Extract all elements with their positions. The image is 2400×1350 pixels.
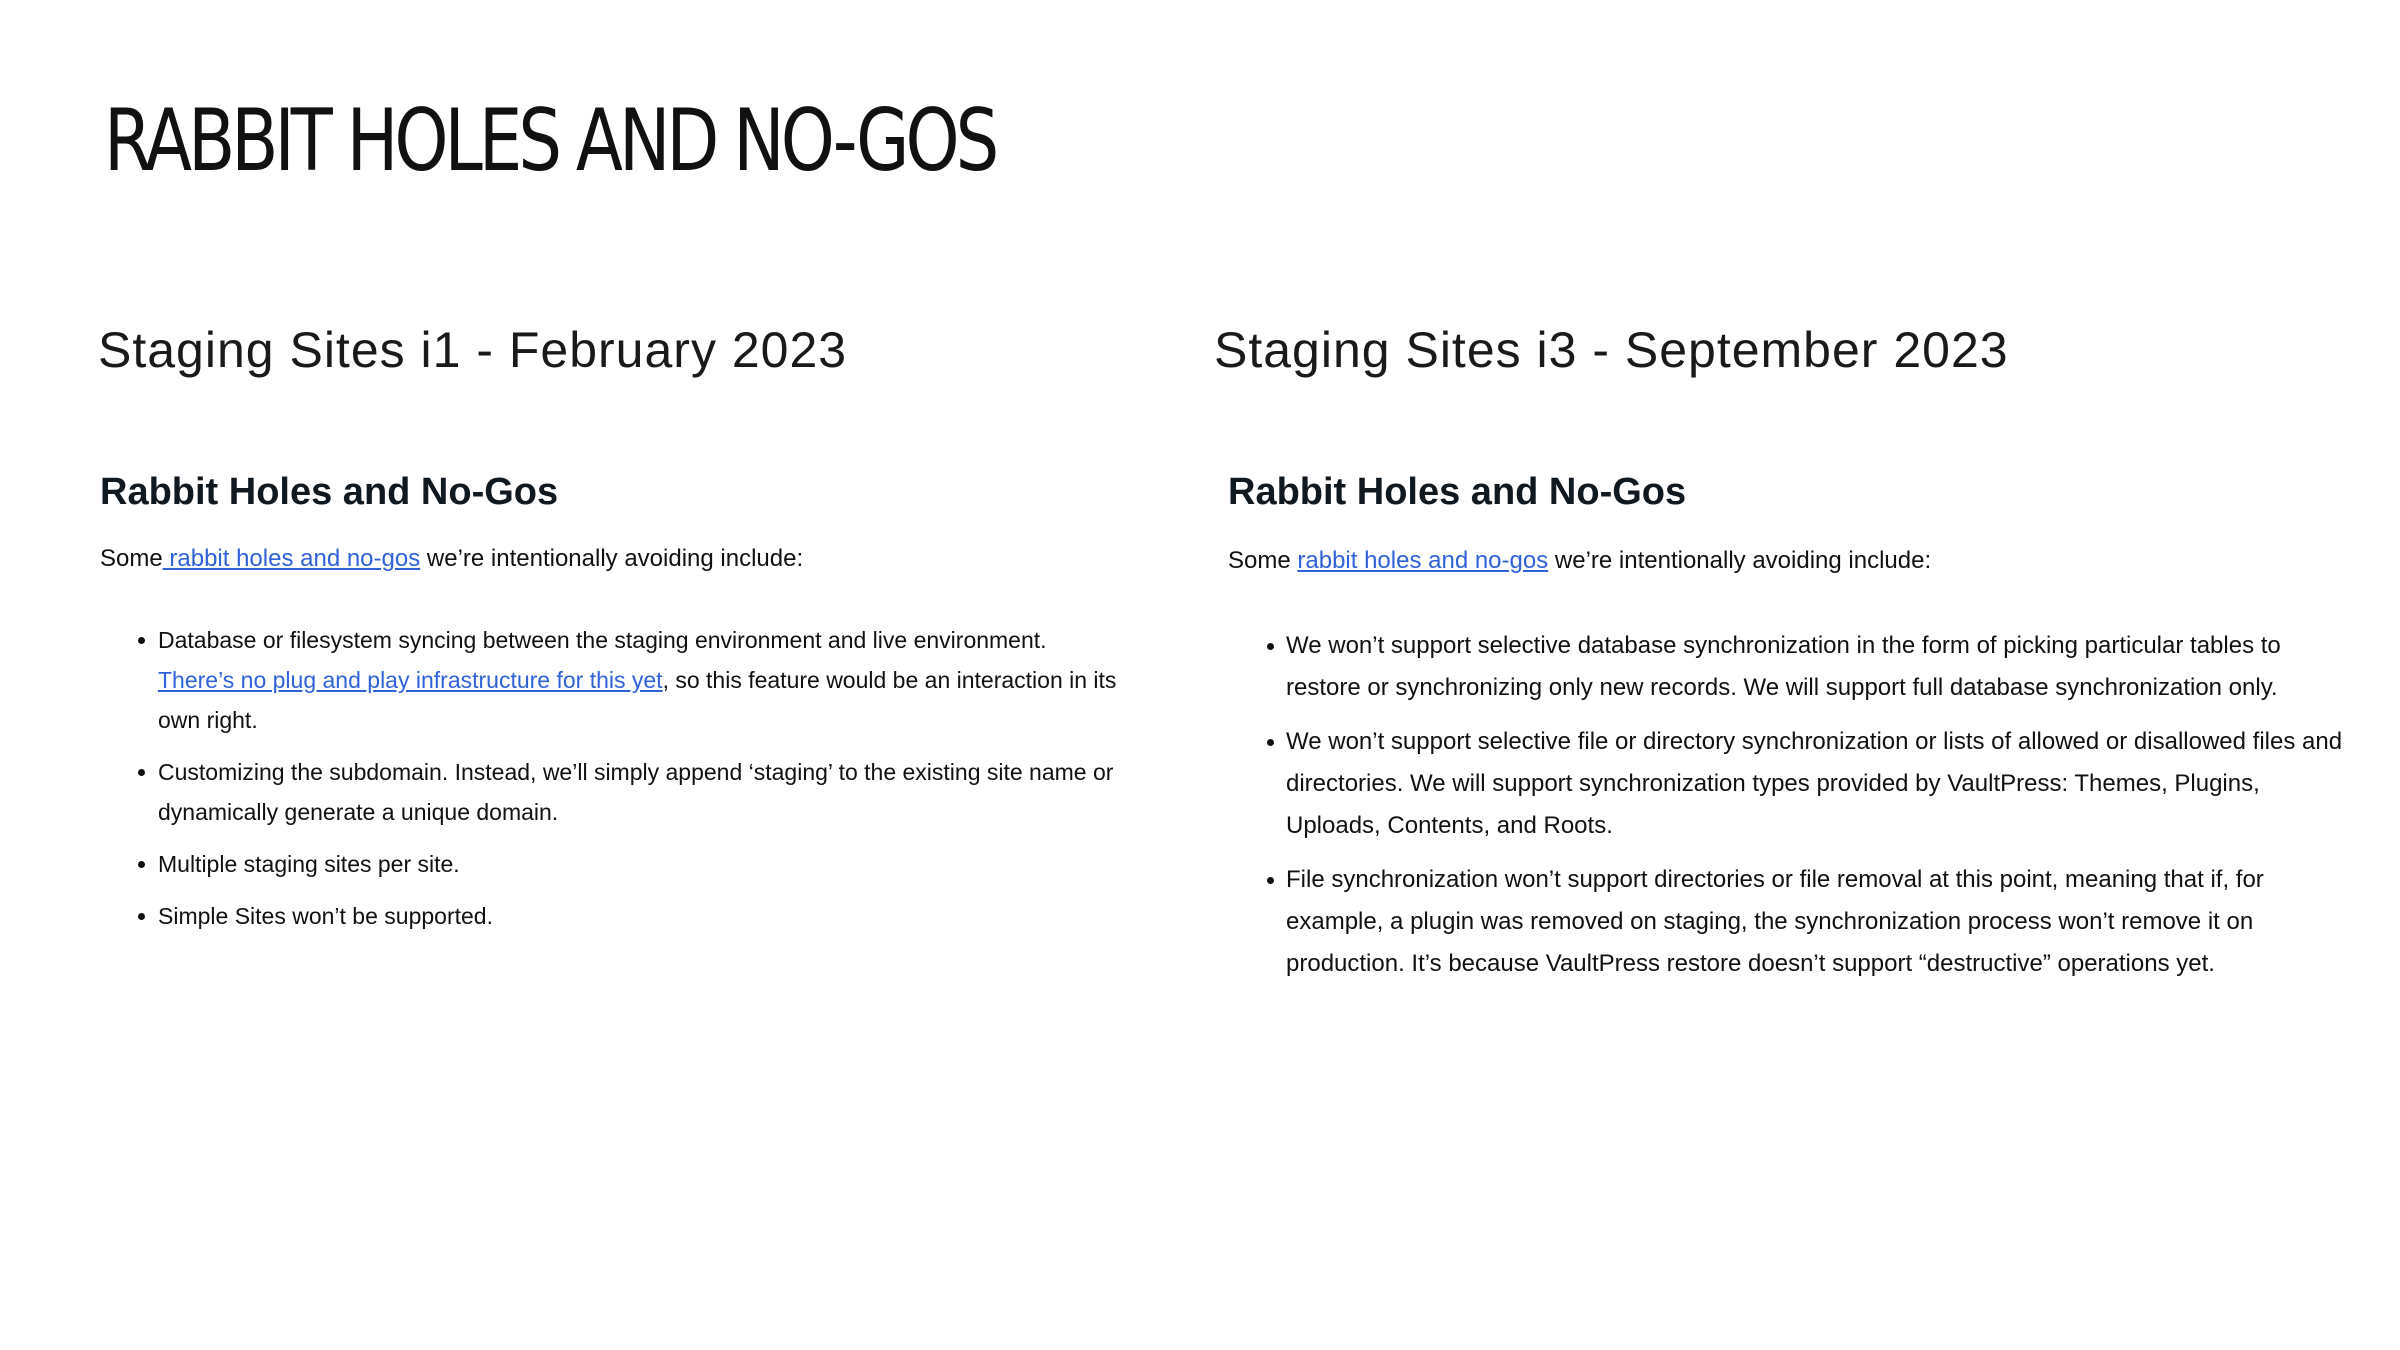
list-item (1214, 721, 2344, 847)
bullet-dot (138, 913, 145, 920)
bullet-dot (138, 861, 145, 868)
left-rabbit-holes-link[interactable]: rabbit holes and no-gos (169, 545, 421, 572)
left-column-heading: Staging Sites i1 - February 2023 (98, 322, 848, 378)
left-intro (100, 542, 803, 576)
left-intro-before: Some (100, 545, 163, 572)
bullet-dot (1267, 739, 1274, 746)
left-bullet-4-text: Simple Sites won’t be supported. (158, 903, 493, 929)
list-item (1214, 859, 2344, 985)
list-item (1214, 625, 2344, 709)
right-bullet-list (1214, 625, 2344, 997)
right-intro-after: we’re intentionally avoiding include: (1548, 547, 1932, 574)
left-intro-after: we’re intentionally avoiding include: (420, 545, 804, 572)
right-section-title: Rabbit Holes and No-Gos (1228, 471, 1687, 513)
left-bullet-2-text: Customizing the subdomain. Instead, we’ll simply append ‘staging’ to the existing site name or dynamically generate a unique domain. (158, 759, 1114, 825)
left-bullet-1-after: , so this feature would be an interaction in its own right. (158, 667, 1117, 733)
list-item (98, 620, 1158, 740)
bullet-dot (138, 769, 145, 776)
list-item (98, 844, 1158, 884)
right-bullet-1-text: We won’t support selective database synchronization in the form of picking particular tables to restore or synchronizing only new records. We will support full database synchronization only. (1286, 632, 2281, 701)
bullet-dot (1267, 643, 1274, 650)
right-intro (1228, 544, 1931, 578)
right-column (1214, 320, 2344, 977)
left-bullet-list (98, 620, 1158, 948)
left-bullet-1-text: Database or filesystem syncing between the staging environment and live environment. (158, 627, 1047, 653)
right-intro-before: Some (1228, 547, 1298, 574)
left-section-title: Rabbit Holes and No-Gos (100, 471, 559, 513)
right-bullet-3-text: File synchronization won’t support directories or file removal at this point, meaning that if, for example, a plugin was removed on staging, the synchronization process won’t remove it on production. It’s because VaultPress restore doesn’t support “destructive” operations yet. (1286, 866, 2264, 977)
list-item (98, 752, 1158, 832)
right-rabbit-holes-link[interactable]: rabbit holes and no-gos (1297, 547, 1549, 574)
right-column-heading: Staging Sites i3 - September 2023 (1214, 322, 2009, 378)
slide-title: RABBIT HOLES AND NO-GOS (104, 91, 996, 191)
left-column (98, 320, 1158, 929)
left-bullet-1-link[interactable]: There’s no plug and play infrastructure for this yet (158, 667, 663, 693)
bullet-dot (1267, 877, 1274, 884)
list-item (98, 896, 1158, 936)
right-bullet-2-text: We won’t support selective file or directory synchronization or lists of allowed or disallowed files and directories. We will support synchronization types provided by VaultPress: Themes, Plugins, Uploads, Contents, and Roots. (1286, 728, 2343, 839)
bullet-dot (138, 637, 145, 644)
left-bullet-3-text: Multiple staging sites per site. (158, 851, 460, 877)
